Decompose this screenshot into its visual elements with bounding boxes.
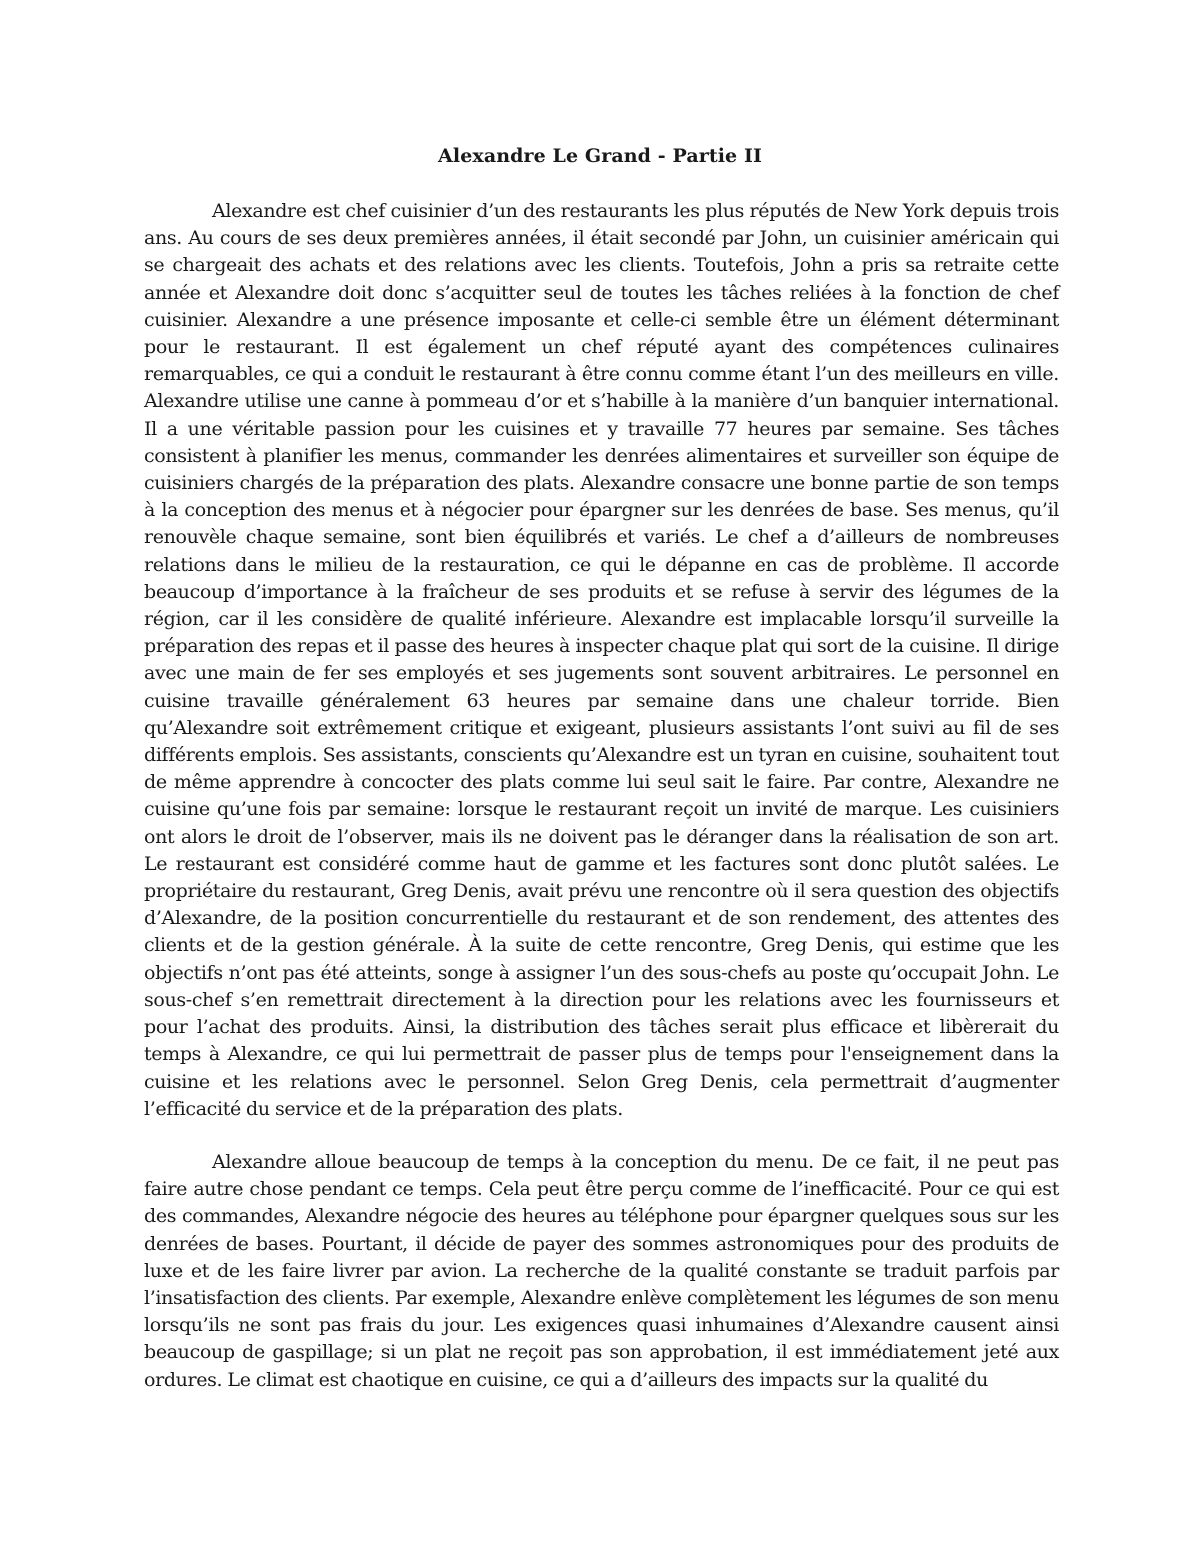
paragraph-2: Alexandre alloue beaucoup de temps à la conception du menu. De ce fait, il ne peut pas faire autre chose pendant ce temps. Cela peut être perçu comme de l’inefficacité. Pour ce qui est des commandes, Alexandre négocie des heures au téléphone pour épargner quelques sous sur les denrées de bases. Pourtant, il décide de payer des sommes astronomiques pour des produits de luxe et de les faire livrer par avion. La recherche de la qualité constante se traduit parfois par l’insatisfaction des clients. Par exemple, Alexandre enlève complètement les légumes de son menu lorsqu’ils ne sont pas frais du jour. Les exigences quasi inhumaines d’Alexandre causent ainsi beaucoup de gaspillage; si un plat ne reçoit pas son approbation, il est immédiatement jeté aux ordures. Le climat est chaotique en cuisine, ce qui a d’ailleurs des impacts sur la qualité du — [144, 1150, 1059, 1391]
document-body — [144, 198, 1059, 1394]
paragraph-1: Alexandre est chef cuisinier d’un des restaurants les plus réputés de New York depuis trois ans. Au cours de ses deux premières années, il était secondé par John, un cuisinier américain qui se chargeait des achats et des relations avec les clients. Toutefois, John a pris sa retraite cette année et Alexandre doit donc s’acquitter seul de toutes les tâches reliées à la fonction de chef cuisinier. Alexandre a une présence imposante et celle-ci semble être un élément déterminant pour le restaurant. Il est également un chef réputé ayant des compétences culinaires remarquables, ce qui a conduit le restaurant à être connu comme étant l’un des meilleurs en ville. Alexandre utilise une canne à pommeau d’or et s’habille à la manière d’un banquier international. Il a une véritable passion pour les cuisines et y travaille 77 heures par semaine. Ses tâches consistent à planifier les menus, commander les denrées alimentaires et surveiller son équipe de cuisiniers chargés de la préparation des plats. Alexandre consacre une bonne partie de son temps à la conception des menus et à négocier pour épargner sur les denrées de base. Ses menus, qu’il renouvèle chaque semaine, sont bien équilibrés et variés. Le chef a d’ailleurs de nombreuses relations dans le milieu de la restauration, ce qui le dépanne en cas de problème. Il accorde beaucoup d’importance à la fraîcheur de ses produits et se refuse à servir des légumes de la région, car il les considère de qualité inférieure. Alexandre est implacable lorsqu’il surveille la préparation des repas et il passe des heures à inspecter chaque plat qui sort de la cuisine. Il dirige avec une main de fer ses employés et ses jugements sont souvent arbitraires. Le personnel en cuisine travaille généralement 63 heures par semaine dans une chaleur torride. Bien qu’Alexandre soit extrêmement critique et exigeant, plusieurs assistants l’ont suivi au fil de ses différents emplois. Ses assistants, conscients qu’Alexandre est un tyran en cuisine, souhaitent tout de même apprendre à concocter des plats comme lui seul sait le faire. Par contre, Alexandre ne cuisine qu’une fois par semaine: lorsque le restaurant reçoit un invité de marque. Les cuisiniers ont alors le droit de l’observer, mais ils ne doivent pas le déranger dans la réalisation de son art. Le restaurant est considéré comme haut de gamme et les factures sont donc plutôt salées. Le propriétaire du restaurant, Greg Denis, avait prévu une rencontre où il sera question des objectifs d’Alexandre, de la position concurrentielle du restaurant et de son rendement, des attentes des clients et de la gestion générale. À la suite de cette rencontre, Greg Denis, qui estime que les objectifs n’ont pas été atteints, songe à assigner l’un des sous-chefs au poste qu’occupait John. Le sous-chef s’en remettrait directement à la direction pour les relations avec les fournisseurs et pour l’achat des produits. Ainsi, la distribution des tâches serait plus efficace et libèrerait du temps à Alexandre, ce qui lui permettrait de passer plus de temps pour l'enseignement dans la cuisine et les relations avec le personnel. Selon Greg Denis, cela permettrait d’augmenter l’efficacité du service et de la préparation des plats. — [144, 200, 1059, 1120]
document-title: Alexandre Le Grand - Partie II — [438, 145, 762, 167]
